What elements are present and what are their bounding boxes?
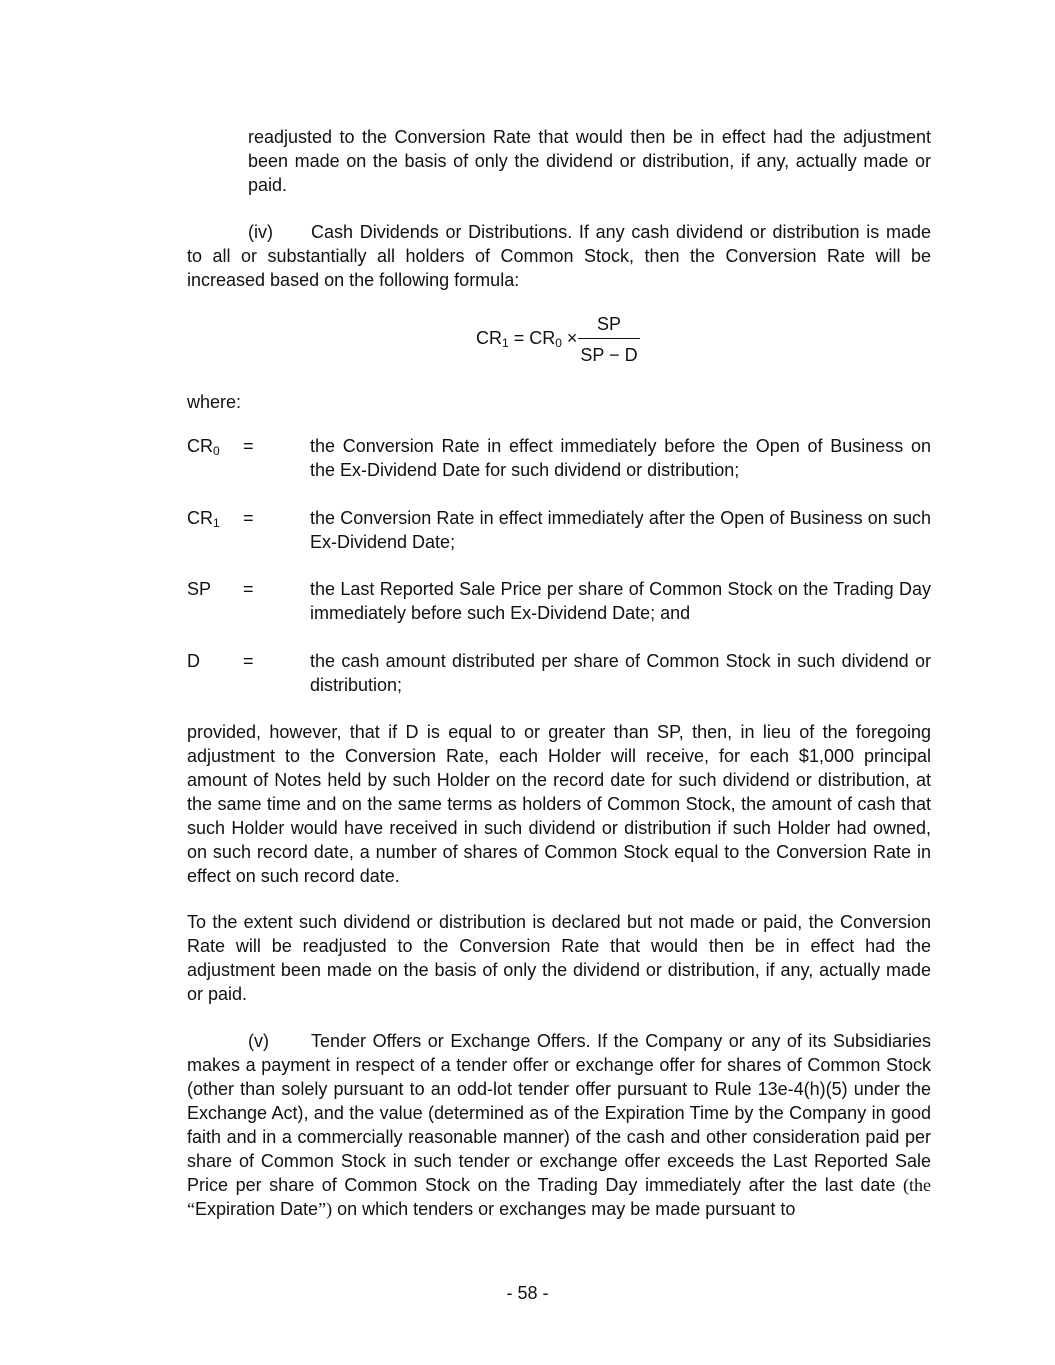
where-label: where: (187, 392, 242, 412)
section-iv-text: Cash Dividends or Distributions. If any cash dividend or distribution is made to all or substantially all holders of Common Stock, then the Conversion Rate will be increased based on the following formula: (187, 222, 931, 290)
continued-paragraph: readjusted to the Conversion Rate that would then be in effect had the adjustment been made on the basis of only the dividend or distribution, if any, actually made or paid. (248, 127, 931, 195)
definition-equals: = (243, 651, 254, 671)
conversion-formula (476, 312, 656, 372)
definition-cr0 (187, 434, 931, 482)
definition-term: $CR_1$ (187, 508, 220, 530)
formula-lhs: $CR_1 = CR_0$ × (476, 328, 578, 350)
section-v-text: Tender Offers or Exchange Offers. If the Company or any of its Subsidiaries makes a payment in respect of a tender offer or exchange offer for shares of Common Stock (other than solely pursuant to an odd-lot tender offer pursuant to Rule 13e-4(h)(5) under the Exchange Act), and the value (determined as of the Expiration Time by the Company in good faith and in a commercially reasonable manner) of the cash and other consideration paid per share of Common Stock in such tender or exchange offer exceeds the Last Reported Sale Price per share of Common Stock on the Trading Day immediately after the last date (187, 1031, 931, 1195)
definition-term: $CR_0$ (187, 436, 220, 458)
provided-paragraph: provided, however, that if D is equal to or greater than SP, then, in lieu of the foregoing adjustment to the Conversion Rate, each Holder will receive, for each $1,000 principal amount of Notes held by such Holder on the record date for such dividend or distribution, at the same time and on the same terms as holders of Common Stock, the amount of cash that such Holder would have received in such dividend or distribution if such Holder had owned, on such record date, a number of shares of Common Stock equal to the Conversion Rate in effect on such record date. (187, 722, 931, 886)
fraction-bar (578, 338, 640, 339)
section-v-paragraph: (v) Tender Offers or Exchange Offers. If the Company or any of its Subsidiaries makes a payment in respect of a tender offer or exchange offer for shares of Common Stock (other than solely pursuant to an odd-lot tender offer pursuant to Rule 13e-4(h)(5) under the Exchange Act), and the value (determined as of the Expiration Time by the Company in good faith and in a commercially reasonable manner) of the cash and other consideration paid per share of Common Stock in such tender or exchange offer exceeds the Last Reported Sale Price per share of Common Stock on the Trading Day immediately after the last date (the “Expiration Date”) on which tenders or exchanges may be made pursuant to (187, 1031, 931, 1219)
definition-text: the Conversion Rate in effect immediately before the Open of Business on the Ex-Dividend Date for such dividend or distribution; (310, 436, 931, 480)
formula-fraction (578, 312, 640, 367)
definition-cr1 (187, 506, 931, 554)
definition-d (187, 649, 931, 697)
formula-denominator: SP − D (580, 345, 638, 365)
definition-equals: = (243, 436, 254, 456)
section-iv-number: (iv) (248, 222, 273, 242)
definition-term: D (187, 651, 200, 671)
formula-numerator: SP (596, 314, 621, 334)
section-v-number: (v) (248, 1031, 269, 1051)
section-iv-paragraph (187, 220, 931, 292)
definition-equals: = (243, 508, 254, 528)
definition-term: SP (187, 579, 212, 599)
page-number: - 58 - (506, 1283, 549, 1303)
extent-paragraph: To the extent such dividend or distribution is declared but not made or paid, the Conversion Rate will be readjusted to the Conversion Rate that would then be in effect had the adjustment been made on the basis of only the dividend or distribution, if any, actually made or paid. (187, 912, 931, 1004)
definition-text: the cash amount distributed per share of Common Stock in such dividend or distribution; (310, 651, 931, 695)
definition-sp (187, 577, 931, 625)
definition-text: the Conversion Rate in effect immediately after the Open of Business on such Ex-Dividend Date; (310, 508, 931, 552)
definition-text: the Last Reported Sale Price per share of Common Stock on the Trading Day immediately before such Ex-Dividend Date; and (310, 579, 931, 623)
defined-term-expiration-date: Expiration Date (195, 1199, 319, 1219)
definition-equals: = (243, 579, 254, 599)
